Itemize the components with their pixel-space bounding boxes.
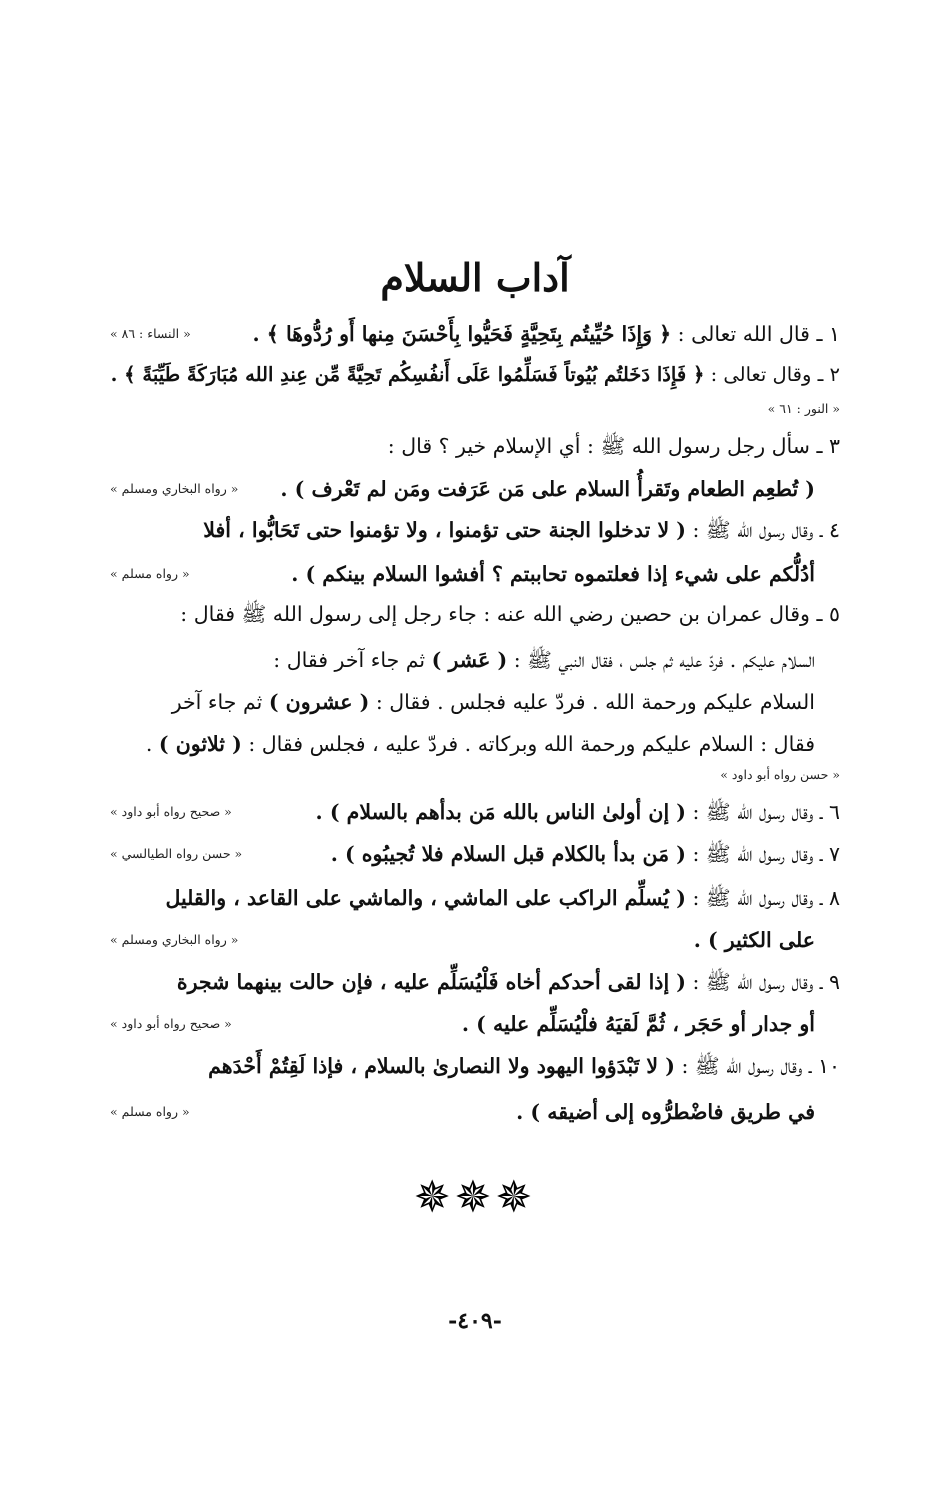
item-source: « حسن رواه أبو داود » xyxy=(720,767,840,782)
item-quote: ﴿ فَإِذَا دَخَلتُم بُيُوتاً فَسَلِّمُوا عَلَى أَنفُسِكُم تَحِيَّةً مِّن عِندِ الله مُبَارَكَةً طَيِّبَةً ﴾ . xyxy=(110,363,705,386)
item-lead: وقال رسول الله ﷺ : xyxy=(685,842,814,866)
item-number: ١ ـ xyxy=(809,322,840,346)
item-quote: ( عشرون ) xyxy=(268,690,370,714)
item-source: « رواه مسلم » xyxy=(110,1104,190,1119)
item-lead: وقال رسول الله ﷺ : xyxy=(685,886,814,910)
item-quote: ( لا تَبْدَؤوا اليهود ولا النصارىٰ بالسلام ، فإذا لَقِتُمْ أَحْدَهم xyxy=(208,1054,675,1078)
hadith-item-7 xyxy=(110,832,840,876)
item-text: السلام عليكم ورحمة الله . فردّ عليه فجلس . فقال : xyxy=(369,690,815,714)
item-number: ٢ ـ xyxy=(811,363,840,386)
item-text: . xyxy=(145,732,159,756)
item-quote-cont: على الكثير ) . xyxy=(693,928,815,952)
item-number: ٦ ـ xyxy=(813,800,840,824)
hadith-item-10 xyxy=(110,1044,840,1088)
item-lead: وقال رسول الله ﷺ : xyxy=(685,800,814,824)
item-number: ٤ ـ xyxy=(813,518,840,542)
star-ornament-icon: ✵✵✵ xyxy=(413,1172,537,1223)
hadith-item-6 xyxy=(110,790,840,834)
item-source: « صحيح رواه أبو داود » xyxy=(110,804,232,819)
page-number: -٤٠٩- xyxy=(448,1308,502,1334)
item-quote: ( مَن بدأ بالكلام قبل السلام فلا تُجيبُوه ) . xyxy=(330,842,686,866)
item-lead: وقال عمران بن حصين رضي الله عنه : جاء رجل إلى رسول الله ﷺ فقال : xyxy=(180,602,810,626)
item-source: « رواه البخاري ومسلم » xyxy=(110,481,239,496)
item-text: السلام عليكم . فردّ عليه ثم جلس ، فقال النبي ﷺ : xyxy=(507,648,815,672)
item-source: « حسن رواه الطيالسي » xyxy=(110,846,243,861)
hadith-item-3 xyxy=(110,424,840,468)
item-quote: ( تُطعِم الطعام وتَقرأُ السلام على مَن عَرَفت ومَن لم تَعْرف ) . xyxy=(280,477,815,501)
item-quote-cont: في طريق فاضْطرُّوه إلى أضيقه ) . xyxy=(516,1100,815,1124)
item-number: ٨ ـ xyxy=(813,886,840,910)
item-source: « صحيح رواه أبو داود » xyxy=(110,1016,232,1031)
item-quote: ( إن أولىٰ الناس بالله مَن بدأهم بالسلام ) . xyxy=(315,800,686,824)
item-quote: ( يُسلِّم الراكب على الماشي ، والماشي على القاعد ، والقليل xyxy=(165,886,686,910)
item-lead: وقال رسول الله ﷺ : xyxy=(674,1054,803,1078)
item-number: ٥ ـ xyxy=(809,602,840,626)
hadith-item-1 xyxy=(110,312,840,356)
item-lead: وقال رسول الله ﷺ : xyxy=(685,970,814,994)
item-source: « النساء : ٨٦ » xyxy=(110,326,191,341)
item-quote-cont: أو جدار أو حَجَر ، ثُمَّ لَقيَهُ فلْيُسَلِّم عليه ) . xyxy=(461,1012,815,1036)
item-text: ثم جاء آخر xyxy=(171,690,269,714)
item-number: ٧ ـ xyxy=(813,842,840,866)
item-quote: ( لا تدخلوا الجنة حتى تؤمنوا ، ولا تؤمنوا حتى تَحَابُّوا ، أفلا xyxy=(203,518,686,542)
item-quote: ﴿ وَإِذَا حُيِّيتُم بِتَحِيَّةٍ فَحَيُّوا بِأَحْسَنَ مِنها أَو رُدُّوهَا ﴾ . xyxy=(252,322,672,346)
item-text: ثم جاء آخر فقال : xyxy=(273,648,432,672)
item-quote-cont: أدُلُّكم على شيء إذا فعلتموه تحاببتم ؟ أفشوا السلام بينكم ) . xyxy=(291,562,815,586)
hadith-item-9 xyxy=(110,960,840,1004)
hadith-item-5 xyxy=(110,592,840,636)
item-text: فقال : السلام عليكم ورحمة الله وبركاته . فردّ عليه ، فجلس فقال : xyxy=(241,732,815,756)
item-number: ٣ ـ xyxy=(809,434,840,458)
hadith-item-4 xyxy=(110,508,840,552)
hadith-item-2 xyxy=(110,353,840,397)
item-source: « رواه البخاري ومسلم » xyxy=(110,932,239,947)
item-number: ١٠ ـ xyxy=(802,1054,840,1078)
item-quote: ( عَشر ) xyxy=(431,648,508,672)
item-lead: وقال رسول الله ﷺ : xyxy=(685,518,814,542)
item-lead: وقال تعالى : xyxy=(704,363,812,386)
item-number: ٩ ـ xyxy=(813,970,840,994)
hadith-item-8 xyxy=(110,876,840,920)
item-quote: ( إذا لقى أحدكم أخاه فَلْيُسَلِّم عليه ، فإن حالت بينهما شجرة xyxy=(176,970,686,994)
page-title: آداب السلام xyxy=(380,255,570,300)
item-source: « النور : ٦١ » xyxy=(767,401,840,416)
item-quote: ( ثلاثون ) xyxy=(158,732,242,756)
item-lead: قال الله تعالى : xyxy=(671,322,810,346)
item-lead: سأل رجل رسول الله ﷺ : أي الإسلام خير ؟ قال : xyxy=(387,434,810,458)
item-source: « رواه مسلم » xyxy=(110,566,190,581)
